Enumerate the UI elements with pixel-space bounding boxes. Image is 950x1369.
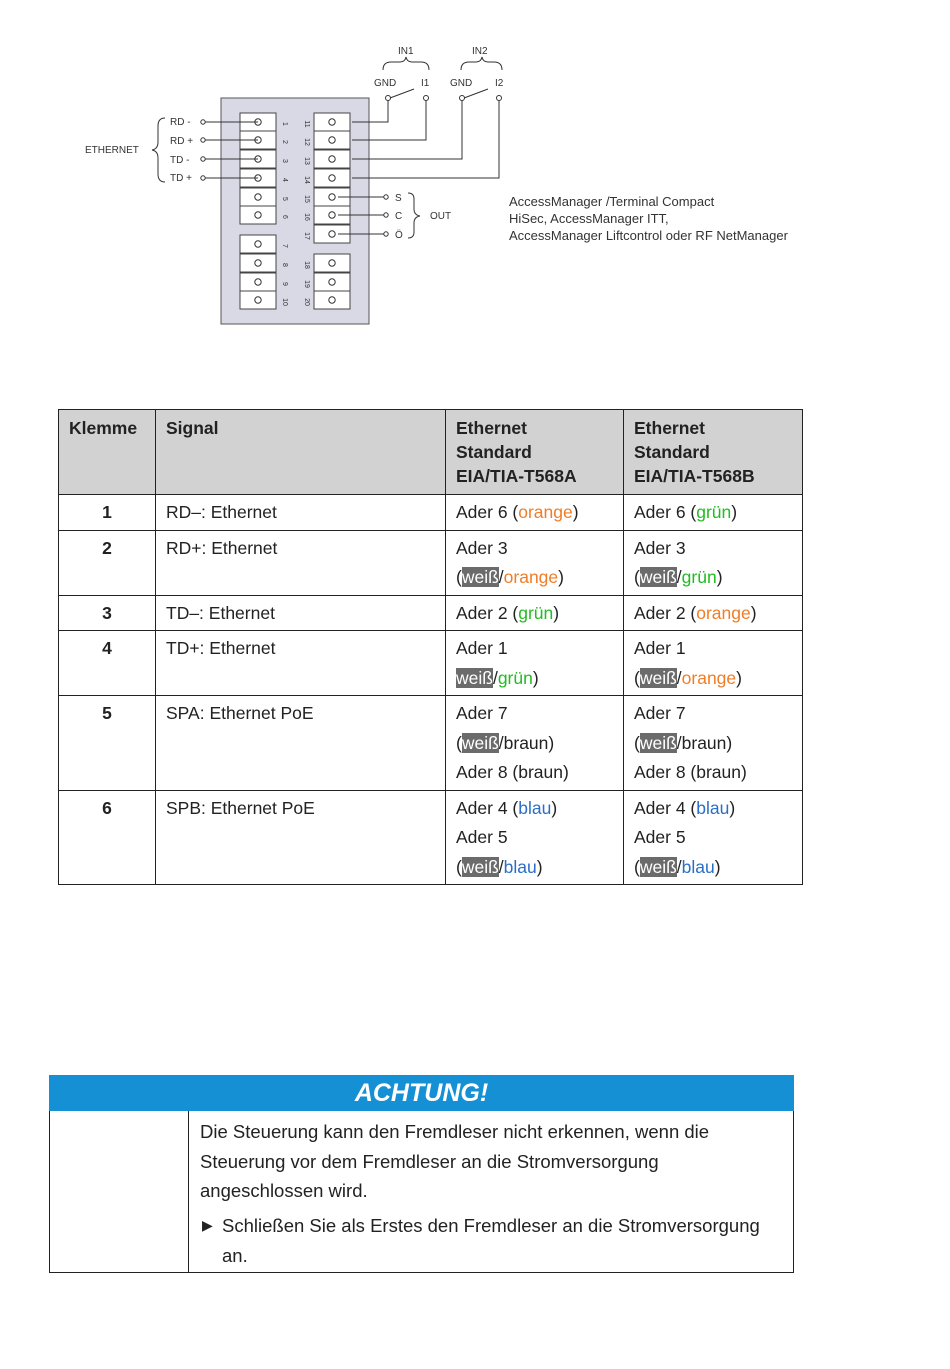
table-row [59, 495, 803, 531]
td-plus-label: TD + [170, 173, 192, 184]
wire-color-orange: orange [696, 602, 751, 623]
t568b-cell [624, 495, 803, 531]
t568b-cell [624, 530, 803, 595]
screw-icon [255, 260, 261, 266]
left-pin-number: 8 [281, 263, 288, 267]
wire-color-orange: orange [681, 667, 737, 688]
wire-text: ) [736, 667, 742, 688]
left-pin-number: 6 [281, 215, 288, 219]
screw-icon [255, 212, 261, 218]
wire-text: ( [456, 732, 462, 753]
rd-minus-label: RD - [170, 117, 191, 128]
wire-line [456, 699, 613, 729]
wire-line [456, 853, 613, 883]
input-wires [352, 101, 499, 178]
ethernet-label: ETHERNET [85, 145, 139, 156]
wire-line [456, 823, 613, 853]
t568b-cell [624, 790, 803, 885]
header-t568b-line: EIA/TIA-T568B [634, 466, 755, 486]
table-row [59, 790, 803, 885]
right-pin-number: 16 [303, 213, 310, 221]
klemme-cell: 3 [59, 595, 156, 631]
wire-text: ) [551, 797, 558, 818]
wire-line [456, 758, 613, 788]
klemme-cell: 1 [59, 495, 156, 531]
gnd2-label: GND [450, 78, 473, 89]
wire-color-hl: weiß [639, 732, 677, 753]
wire-line [456, 729, 613, 759]
warning-body [49, 1111, 794, 1273]
wire-line [456, 498, 613, 528]
wire-line [634, 664, 792, 694]
header-t568a [446, 410, 624, 495]
header-t568a-line: Ethernet [456, 418, 527, 438]
in2-label: IN2 [472, 46, 488, 57]
wire-text: ( [634, 856, 640, 877]
wire-line [634, 823, 792, 853]
t568b-cell [624, 631, 803, 696]
screw-icon [255, 241, 261, 247]
wire-line [634, 699, 792, 729]
wire-text: ) [750, 602, 757, 623]
wire-line [634, 498, 792, 528]
wire-color-hl: weiß [461, 567, 499, 587]
wire-line [634, 634, 792, 664]
screw-icon [329, 260, 335, 266]
screw-icon [329, 175, 335, 181]
wire-text: Ader 4 ( [634, 797, 697, 818]
signal-cell: RD–: Ethernet [156, 495, 446, 531]
t568b-cell [624, 595, 803, 631]
screw-icon [329, 297, 335, 303]
gnd1-label: GND [374, 78, 397, 89]
wire-text: ) [714, 856, 721, 877]
wire-text: Ader 8 (braun) [634, 762, 747, 782]
header-t568b-line: Ethernet [634, 418, 705, 438]
out-label: OUT [430, 211, 452, 222]
left-pin-number: 3 [281, 159, 288, 163]
wire-text: ( [456, 567, 462, 587]
wire-color-blue: blau [503, 856, 537, 877]
wire-text: Ader 3 [456, 537, 508, 558]
wire-color-hl: weiß [461, 856, 499, 877]
rd-plus-label: RD + [170, 136, 194, 147]
wire-line [456, 534, 613, 564]
wire-text: Ader 7 [634, 703, 686, 723]
right-pin-number: 11 [303, 120, 310, 128]
left-pin-number: 7 [281, 244, 288, 248]
wire-line [634, 563, 792, 593]
pin-assignment-table [58, 409, 803, 885]
wire-text: Ader 3 [634, 537, 686, 558]
screw-icon [329, 194, 335, 200]
wire-text: Ader 2 ( [634, 602, 697, 623]
wire-color-green: grün [518, 602, 554, 623]
right-pin-number: 19 [303, 280, 310, 288]
s-label: S [395, 193, 402, 204]
wire-text: Ader 5 [456, 827, 508, 847]
wire-color-hl: weiß [456, 667, 493, 688]
device-line-1: AccessManager /Terminal Compact [509, 194, 715, 209]
in1-label: IN1 [398, 46, 414, 57]
left-pin-number: 9 [281, 282, 288, 286]
wire-text: / [492, 667, 498, 688]
screw-icon [255, 279, 261, 285]
in2-brace [461, 57, 502, 70]
device-line-3: AccessManager Liftcontrol oder RF NetManager [509, 228, 788, 243]
wire-color-orange: orange [503, 567, 559, 587]
table-row [59, 631, 803, 696]
klemme-cell: 6 [59, 790, 156, 885]
wire-text: ) [558, 567, 564, 587]
wire-text: ) [731, 502, 738, 522]
wire-text: / [498, 567, 504, 587]
wire-text: ( [634, 567, 640, 587]
table-row [59, 696, 803, 791]
t568a-cell [446, 631, 624, 696]
warning-text: Die Steuerung kann den Fremdleser nicht erkennen, wenn die Steuerung vor dem Fremdleser an die Stromversorgung angeschlossen wird. [200, 1121, 710, 1201]
wire-text: ) [572, 502, 579, 522]
wire-text: ) [532, 667, 539, 688]
right-pin-number: 15 [303, 195, 310, 203]
wire-text: /braun) [676, 732, 733, 753]
wire-text: ) [553, 602, 560, 623]
signal-cell: SPB: Ethernet PoE [156, 790, 446, 885]
wire-line [456, 599, 613, 629]
wire-text: Ader 1 [634, 638, 686, 658]
wire-color-green: grün [497, 667, 533, 688]
wire-line [634, 729, 792, 759]
switch-in2 [460, 89, 502, 101]
wire-text: Ader 2 ( [456, 602, 519, 623]
wiring-diagram [0, 0, 950, 340]
device-line-2: HiSec, AccessManager ITT, [509, 211, 669, 226]
header-t568b-line: Standard [634, 442, 710, 462]
triangle-right-icon: ▶ [202, 1217, 213, 1233]
header-t568b [624, 410, 803, 495]
wire-text: / [676, 567, 682, 587]
screw-icon [329, 279, 335, 285]
wire-text: /braun) [498, 732, 555, 753]
wire-text: Ader 6 ( [456, 502, 519, 522]
wire-color-hl: weiß [639, 567, 677, 587]
wire-line [456, 634, 613, 664]
left-pin-number: 5 [281, 197, 288, 201]
switch-in1 [386, 89, 429, 101]
wire-text: / [676, 667, 682, 688]
ethernet-brace [152, 118, 165, 182]
t568a-cell [446, 495, 624, 531]
right-pin-number: 14 [303, 176, 310, 184]
right-pin-number: 18 [303, 261, 310, 269]
t568b-cell [624, 696, 803, 791]
signal-cell: SPA: Ethernet PoE [156, 696, 446, 791]
screw-icon [255, 297, 261, 303]
signal-cell: RD+: Ethernet [156, 530, 446, 595]
wire-line [634, 599, 792, 629]
wire-text: ) [729, 797, 736, 818]
warning-title: ACHTUNG! [49, 1075, 794, 1111]
table-header-row [59, 410, 803, 495]
screw-icon [329, 156, 335, 162]
klemme-cell: 2 [59, 530, 156, 595]
wire-line [634, 758, 792, 788]
right-pin-number: 20 [303, 298, 310, 306]
out-brace [408, 193, 420, 238]
wire-line [456, 794, 613, 824]
klemme-cell: 5 [59, 696, 156, 791]
wire-line [456, 563, 613, 593]
wire-color-blue: blau [696, 797, 730, 818]
left-pin-number: 2 [281, 140, 288, 144]
wire-text: Ader 8 (braun) [456, 762, 569, 782]
warning-box [49, 1075, 794, 1273]
t568a-cell [446, 530, 624, 595]
wire-text: ) [536, 856, 543, 877]
screw-icon [329, 212, 335, 218]
wire-color-blue: blau [681, 856, 715, 877]
wire-color-hl: weiß [639, 667, 677, 688]
header-t568a-line: Standard [456, 442, 532, 462]
wire-text: Ader 1 [456, 638, 508, 658]
wire-color-green: grün [681, 567, 717, 587]
wire-color-green: grün [696, 502, 732, 522]
screw-icon [329, 137, 335, 143]
wire-text: / [676, 856, 682, 877]
screw-icon [255, 194, 261, 200]
right-pin-number: 13 [303, 157, 310, 165]
table-row [59, 530, 803, 595]
warning-step [200, 1211, 775, 1270]
wire-color-orange: orange [518, 502, 573, 522]
wire-text: ( [634, 667, 640, 688]
right-pin-number: 12 [303, 138, 310, 146]
signal-cell: TD+: Ethernet [156, 631, 446, 696]
wire-line [634, 794, 792, 824]
header-t568a-line: EIA/TIA-T568A [456, 466, 577, 486]
screw-icon [329, 119, 335, 125]
warning-divider [188, 1111, 189, 1272]
t568a-cell [446, 696, 624, 791]
wire-color-hl: weiß [639, 856, 677, 877]
klemme-cell: 4 [59, 631, 156, 696]
i2-label: I2 [495, 78, 504, 89]
wire-color-blue: blau [518, 797, 552, 818]
wire-text: ) [716, 567, 723, 587]
o-label: Ö [395, 230, 403, 241]
header-klemme: Klemme [59, 410, 156, 495]
wire-color-hl: weiß [461, 732, 499, 753]
warning-step-text: Schließen Sie als Erstes den Fremdleser an die Stromversorgung an. [222, 1215, 760, 1266]
wire-text: / [498, 856, 504, 877]
left-pin-number: 4 [281, 178, 288, 182]
wire-text: ( [456, 856, 462, 877]
wire-line [634, 534, 792, 564]
wire-line [634, 853, 792, 883]
wire-text: Ader 7 [456, 703, 508, 723]
t568a-cell [446, 790, 624, 885]
td-minus-label: TD - [170, 155, 190, 166]
wire-text: Ader 4 ( [456, 797, 519, 818]
wire-text: ( [634, 732, 640, 753]
header-signal: Signal [156, 410, 446, 495]
right-pin-number: 17 [303, 232, 310, 240]
table-row [59, 595, 803, 631]
t568a-cell [446, 595, 624, 631]
in1-brace [383, 57, 429, 70]
wire-text: Ader 5 [634, 827, 686, 847]
c-label: C [395, 211, 403, 222]
screw-icon [329, 231, 335, 237]
wire-text: Ader 6 ( [634, 502, 697, 522]
i1-label: I1 [421, 78, 430, 89]
signal-cell: TD–: Ethernet [156, 595, 446, 631]
wire-line [456, 664, 613, 694]
left-pin-number: 1 [281, 122, 288, 126]
left-pin-number: 10 [281, 298, 288, 306]
